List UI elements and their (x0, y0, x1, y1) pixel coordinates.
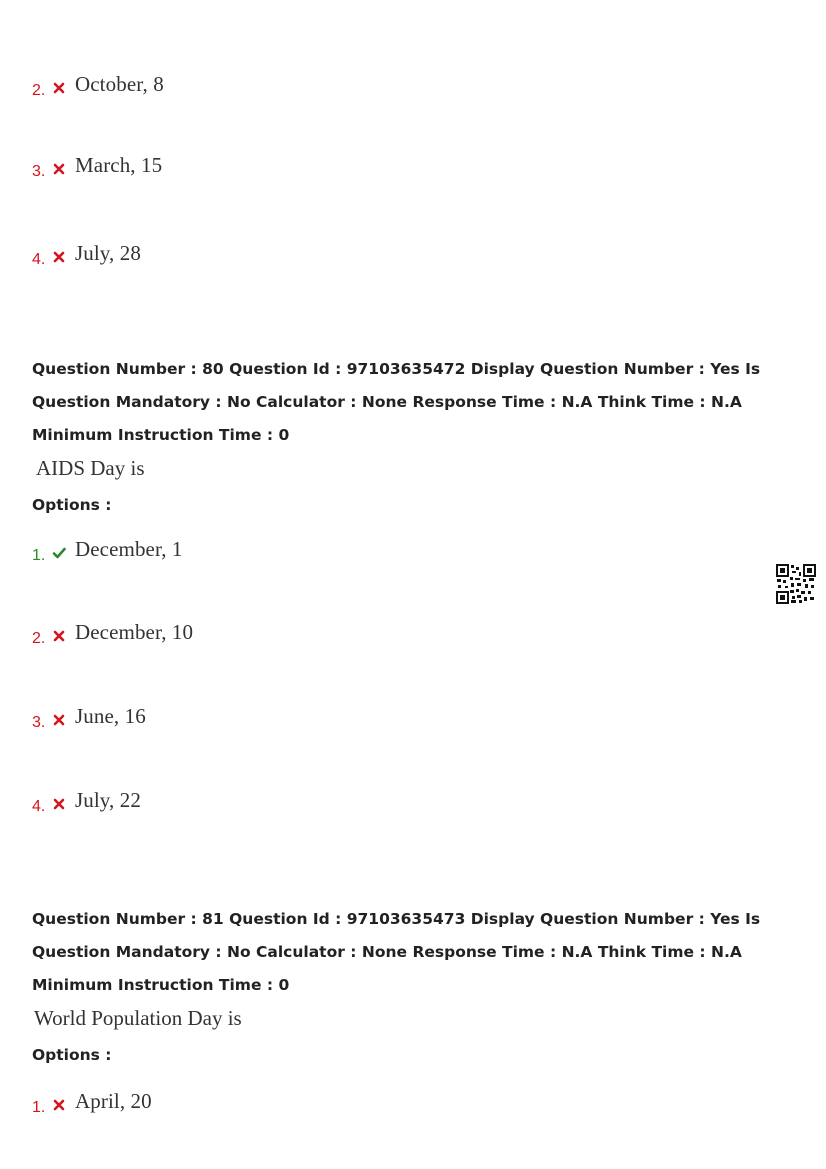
option-text: December, 1 (75, 537, 183, 561)
option-item (32, 72, 164, 97)
cross-icon (52, 797, 66, 811)
question-text: World Population Day is (34, 1006, 242, 1030)
question-text: AIDS Day is (36, 456, 145, 480)
cross-icon (52, 713, 66, 727)
option-item (32, 153, 162, 178)
option-number: 3. (32, 713, 46, 731)
option-item (32, 620, 193, 645)
option-item (32, 241, 141, 266)
option-item (32, 704, 146, 729)
cross-icon (52, 629, 66, 643)
question-meta: Question Number : 81 Question Id : 97103635473 Display Question Number : Yes Is Question Mandatory : No Calculator : None Response Time : N.A Think Time : N.A Minimum Instruction Time : 0 (32, 910, 761, 994)
option-text: July, 22 (75, 788, 141, 812)
options-label: Options : (32, 496, 112, 514)
option-item (32, 1089, 152, 1114)
option-text: July, 28 (75, 241, 141, 265)
option-text: June, 16 (75, 704, 146, 728)
option-number: 1. (32, 1098, 46, 1116)
option-number: 2. (32, 629, 46, 647)
option-text: December, 10 (75, 620, 194, 644)
option-item (32, 537, 183, 562)
question-meta: Question Number : 80 Question Id : 97103635472 Display Question Number : Yes Is Question Mandatory : No Calculator : None Response Time : N.A Think Time : N.A Minimum Instruction Time : 0 (32, 360, 761, 444)
cross-icon (52, 162, 66, 176)
cross-icon (52, 81, 66, 95)
option-text: October, 8 (75, 72, 164, 96)
options-label: Options : (32, 1046, 112, 1064)
check-icon (52, 546, 66, 560)
option-number: 1. (32, 546, 46, 564)
option-number: 3. (32, 162, 46, 180)
qr-code-icon (776, 564, 816, 604)
option-text: March, 15 (75, 153, 163, 177)
cross-icon (52, 250, 66, 264)
option-number: 4. (32, 797, 46, 815)
option-item (32, 788, 141, 813)
option-text: April, 20 (75, 1089, 152, 1113)
cross-icon (52, 1098, 66, 1112)
option-number: 4. (32, 250, 46, 268)
option-number: 2. (32, 81, 46, 99)
